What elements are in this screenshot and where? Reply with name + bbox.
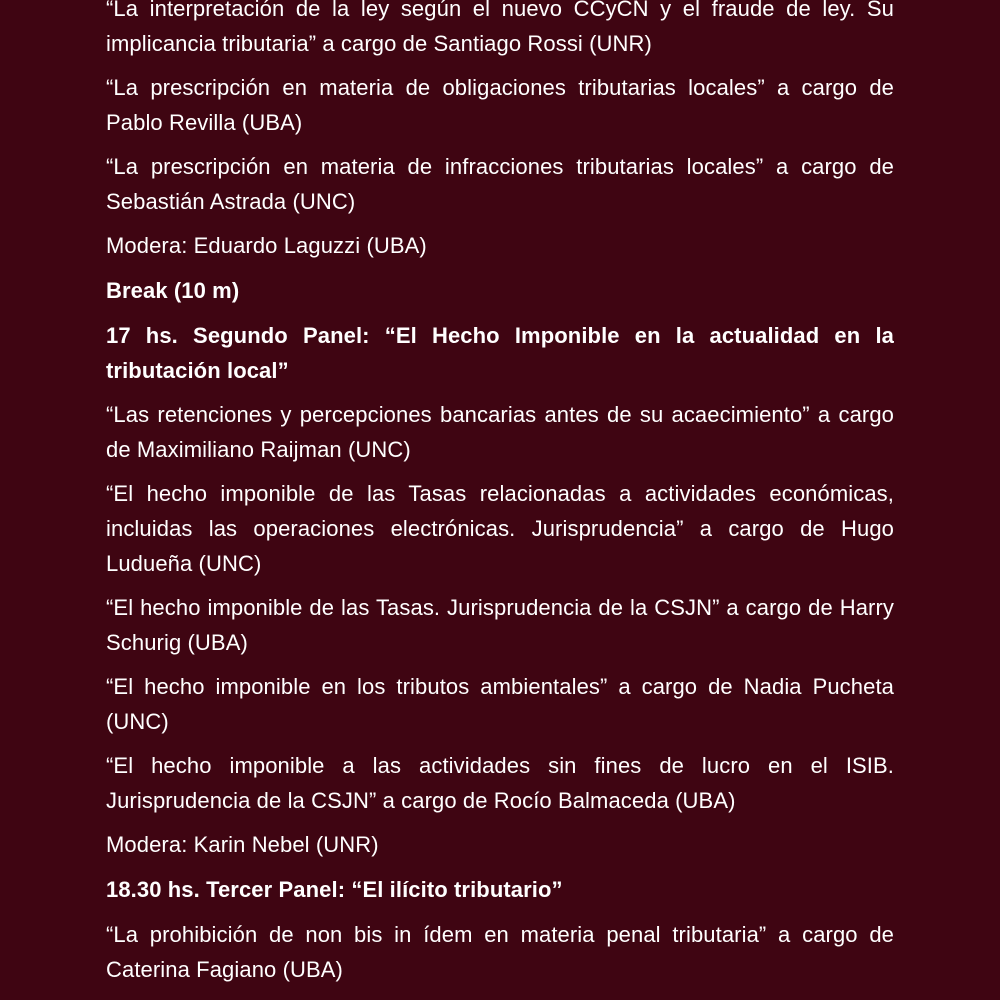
talk-tasas-actividades: “El hecho imponible de las Tasas relacionadas a actividades económicas, incluidas las operaciones electrónicas. Jurisprudencia” a cargo de Hugo Ludueña (UNC) <box>106 481 894 576</box>
break-heading: Break (10 m) <box>106 278 240 303</box>
talk-retenciones-percepciones: “Las retenciones y percepciones bancarias antes de su acaecimiento” a cargo de Maximiliano Raijman (UNC) <box>106 402 894 462</box>
second-panel-heading: 17 hs. Segundo Panel: “El Hecho Imponible en la actualidad en la tributación local” <box>106 323 894 383</box>
talk-tasas-csjn: “El hecho imponible de las Tasas. Jurisprudencia de la CSJN” a cargo de Harry Schurig (UBA) <box>106 595 894 655</box>
talk-prescripcion-infracciones: “La prescripción en materia de infracciones tributarias locales” a cargo de Sebastián Astrada (UNC) <box>106 154 894 214</box>
program-content <box>106 0 894 996</box>
talk-sin-fines-lucro: “El hecho imponible a las actividades sin fines de lucro en el ISIB. Jurisprudencia de la CSJN” a cargo de Rocío Balmaceda (UBA) <box>106 753 894 813</box>
third-panel-heading: 18.30 hs. Tercer Panel: “El ilícito tributario” <box>106 877 563 902</box>
talk-tributos-ambientales: “El hecho imponible en los tributos ambientales” a cargo de Nadia Pucheta (UNC) <box>106 674 894 734</box>
moderator-panel-2: Modera: Karin Nebel (UNR) <box>106 832 379 857</box>
talk-interpretacion-ley: “La interpretación de la ley según el nuevo CCyCN y el fraude de ley. Su implicancia tributaria” a cargo de Santiago Rossi (UNR) <box>106 0 894 56</box>
moderator-panel-1: Modera: Eduardo Laguzzi (UBA) <box>106 233 427 258</box>
talk-non-bis-in-idem: “La prohibición de non bis in ídem en materia penal tributaria” a cargo de Caterina Fagiano (UBA) <box>106 922 894 982</box>
talk-prescripcion-obligaciones: “La prescripción en materia de obligaciones tributarias locales” a cargo de Pablo Revilla (UBA) <box>106 75 894 135</box>
